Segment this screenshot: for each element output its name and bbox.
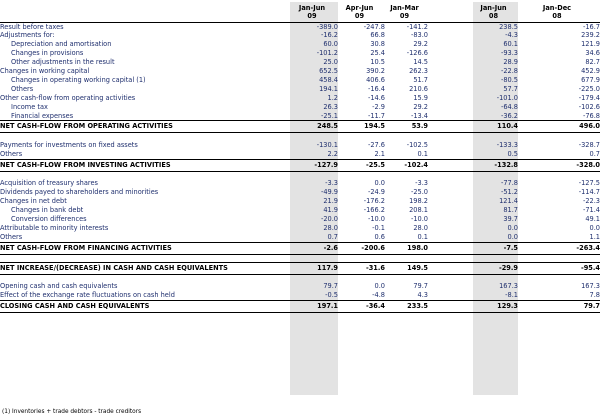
value-cell: -22.3 [582,197,600,206]
value-cell: 262.3 [409,67,428,76]
value-cell: 28.0 [323,223,338,232]
value-cell [428,49,473,58]
value-cell: 167.3 [581,282,600,291]
value-cell: -133.3 [496,140,518,149]
table-row [0,112,600,121]
value-cell [428,224,473,233]
value-cell: -2.9 [372,102,385,111]
value-cell [428,215,473,224]
value-cell: 28.0 [413,223,428,232]
value-cell [428,300,473,312]
value-cell: -25.0 [410,188,428,197]
value-cell: 79.7 [518,300,600,312]
row-label: NET CASH-FLOW FROM INVESTING ACTIVITIES [0,159,290,171]
value-cell: -25.5 [338,159,385,171]
value-cell [428,22,473,31]
value-cell: -95.4 [518,262,600,274]
row-label: CLOSING CASH AND CASH EQUIVALENTS [0,300,290,312]
header-row [0,2,600,22]
value-cell: -71.4 [582,206,600,214]
value-cell: 390.2 [366,67,385,76]
row-label: Changes in working capital [0,67,90,76]
row-label: Changes in bank debt [11,206,84,214]
spacer-row [0,274,600,282]
value-cell: -51.2 [500,188,518,197]
value-cell: 210.6 [409,84,428,93]
value-cell: -93.3 [500,49,518,58]
row-label: Changes in provisions [11,49,84,58]
value-cell: -2.6 [290,242,338,254]
value-cell: -4.3 [505,31,518,40]
value-cell: 110.4 [473,121,518,133]
table-row [0,233,600,242]
value-cell: 0.0 [507,223,518,232]
value-cell: 117.9 [290,262,338,274]
value-cell: -114.7 [578,188,600,197]
table-row [0,179,600,188]
value-cell: 198.0 [385,242,428,254]
value-cell [428,206,473,215]
footnote: (1) Inventories + trade debtors - trade creditors [2,409,142,415]
column-header-year: 09 [399,11,410,20]
column-header-period: Jan-Jun [480,3,507,12]
row-label: Financial expenses [11,111,74,120]
row-label: NET CASH-FLOW FROM FINANCING ACTIVITIES [0,242,290,254]
value-cell: -102.4 [385,159,428,171]
total-row [0,159,600,171]
value-cell: -328.7 [578,140,600,149]
row-label: Attributable to minority interests [0,223,109,232]
value-cell: 57.7 [503,84,518,93]
value-cell: 0.0 [374,282,385,291]
column-header [385,2,428,22]
value-cell: 60.1 [503,40,518,49]
value-cell: 82.7 [585,58,600,67]
value-cell: 0.5 [507,149,518,158]
spacer-row [0,254,600,262]
value-cell: -24.9 [367,188,385,197]
column-header [518,2,600,22]
value-cell: -13.4 [410,111,428,120]
value-cell: 2.2 [327,149,338,158]
value-cell: -200.6 [338,242,385,254]
value-cell: -127.5 [578,179,600,188]
value-cell: -10.0 [410,214,428,223]
value-cell [428,40,473,49]
row-label: Other adjustments in the result [11,58,115,67]
row-label: Changes in operating working capital (1) [11,75,146,84]
value-cell: -77.8 [500,179,518,188]
value-cell: -7.5 [473,242,518,254]
value-cell: 66.8 [370,31,385,40]
value-cell: -8.1 [505,291,518,300]
value-cell [428,291,473,300]
value-cell: -3.3 [415,179,428,188]
value-cell: -141.2 [406,22,428,31]
table-row [0,49,600,58]
value-cell: 79.7 [413,282,428,291]
value-cell: 208.1 [409,206,428,214]
total-row [0,242,600,254]
value-cell: 0.0 [589,223,600,232]
value-cell: -16.4 [367,84,385,93]
value-cell: 167.3 [499,282,518,291]
value-cell: 41.9 [323,206,338,214]
value-cell: 0.0 [374,179,385,188]
table-row [0,103,600,112]
value-cell: -126.6 [406,49,428,58]
value-cell: -36.2 [500,111,518,120]
value-cell: -25.1 [320,111,338,120]
row-label: Others [0,232,23,241]
value-cell: 81.7 [503,206,518,214]
column-header [473,2,518,22]
value-cell: -0.1 [372,223,385,232]
value-cell [428,67,473,76]
value-cell: 29.2 [413,102,428,111]
value-cell [428,94,473,103]
row-label: Acquisition of treasury shares [0,179,98,188]
value-cell: -176.2 [363,197,385,206]
spacer-cell [0,254,600,262]
value-cell: -101.0 [496,93,518,102]
value-cell [428,121,473,133]
value-cell: -27.6 [367,140,385,149]
table-row [0,94,600,103]
value-cell: -166.2 [363,206,385,214]
value-cell: 239.2 [581,31,600,40]
value-cell: 28.9 [503,58,518,67]
value-cell: -16.2 [320,31,338,40]
cash-flow-table [0,2,600,313]
value-cell: 4.3 [417,291,428,300]
value-cell: 39.7 [503,214,518,223]
total-row [0,121,600,133]
row-label: Others [11,84,34,93]
value-cell [428,85,473,94]
value-cell: 15.9 [413,93,428,102]
value-cell [428,179,473,188]
column-header-year: 09 [354,11,365,20]
value-cell: 51.7 [413,75,428,84]
value-cell: -0.5 [325,291,338,300]
column-header-year: 08 [552,11,562,20]
column-header-period: Apr-Jun [345,3,374,12]
value-cell: 53.9 [385,121,428,133]
value-cell: 10.5 [370,58,385,67]
value-cell: 194.1 [319,84,338,93]
table-row [0,31,600,40]
value-cell: 7.8 [589,291,600,300]
table-row [0,58,600,67]
value-cell: -20.0 [320,214,338,223]
value-cell: -22.8 [500,67,518,76]
value-cell: -10.0 [367,214,385,223]
value-cell: 248.5 [290,121,338,133]
value-cell: -76.8 [582,111,600,120]
value-cell: -16.7 [582,22,600,31]
table-row [0,40,600,49]
column-header [428,2,473,22]
value-cell [428,159,473,171]
value-cell: 60.0 [323,40,338,49]
value-cell [428,31,473,40]
value-cell: -130.1 [316,140,338,149]
table-row [0,282,600,291]
spacer-row [0,171,600,179]
table-row [0,206,600,215]
value-cell: 121.4 [499,197,518,206]
row-label: Effect of the exchange rate fluctuations on cash held [0,291,175,300]
value-cell: 21.9 [323,197,338,206]
table-row [0,141,600,150]
row-label: Opening cash and cash equivalents [0,282,118,291]
value-cell: -14.6 [367,93,385,102]
spacer-row [0,133,600,141]
value-cell: -83.0 [410,31,428,40]
row-label: NET CASH-FLOW FROM OPERATING ACTIVITIES [0,121,290,133]
row-label: Others [0,149,23,158]
table-row [0,22,600,31]
value-cell [428,242,473,254]
value-cell: -102.5 [406,140,428,149]
column-header-period: Jan-Mar [390,3,419,12]
value-cell [428,150,473,159]
value-cell: 49.1 [585,214,600,223]
table-row [0,224,600,233]
row-label: Other cash-flow from operating activities [0,93,136,102]
value-cell: 30.8 [370,40,385,49]
table-row [0,76,600,85]
value-cell: 452.9 [581,67,600,76]
row-label: Payments for investments on fixed assets [0,140,138,149]
value-cell [428,197,473,206]
row-label: Adjustments for: [0,31,55,40]
row-label: NET INCREASE/(DECREASE) IN CASH AND CASH EQUIVALENTS [0,262,290,274]
value-cell [428,103,473,112]
table-row [0,85,600,94]
total-row [0,262,600,274]
value-cell: -263.4 [518,242,600,254]
value-cell [428,58,473,67]
value-cell: -247.8 [363,22,385,31]
value-cell: -36.4 [338,300,385,312]
value-cell: -4.8 [372,291,385,300]
value-cell: -389.0 [316,22,338,31]
value-cell: -102.6 [578,102,600,111]
row-label: Depreciation and amortisation [11,40,112,49]
value-cell: -132.8 [473,159,518,171]
value-cell: 0.1 [417,149,428,158]
value-cell: 149.5 [385,262,428,274]
column-header-year: 09 [307,11,317,20]
row-label: Dividends payed to shareholders and minorities [0,188,159,197]
table-row [0,291,600,300]
value-cell [428,282,473,291]
row-label: Income tax [11,102,48,111]
value-cell: -80.5 [500,75,518,84]
value-cell: 121.9 [581,40,600,49]
value-cell: 34.6 [585,49,600,58]
value-cell: 25.4 [370,49,385,58]
column-header [290,2,338,22]
value-cell: 197.1 [290,300,338,312]
value-cell: 0.6 [374,232,385,241]
value-cell: -225.0 [578,84,600,93]
value-cell: -127.9 [290,159,338,171]
value-cell [428,112,473,121]
value-cell: -29.9 [473,262,518,274]
table-row [0,197,600,206]
value-cell: 129.3 [473,300,518,312]
value-cell: -49.9 [320,188,338,197]
column-header-year: 08 [488,11,499,20]
value-cell: -328.0 [518,159,600,171]
value-cell: 652.5 [319,67,338,76]
value-cell [428,233,473,242]
value-cell: -101.2 [316,49,338,58]
value-cell: 458.4 [319,75,338,84]
value-cell: 0.1 [417,232,428,241]
value-cell: 0.0 [507,232,518,241]
value-cell: -3.3 [325,179,338,188]
header-label-cell [0,2,290,22]
spacer-cell [0,274,600,282]
value-cell: 14.5 [413,58,428,67]
spacer-cell [0,171,600,179]
value-cell: 1.2 [327,93,338,102]
table-row [0,188,600,197]
spacer-cell [0,133,600,141]
total-row [0,300,600,312]
value-cell [428,188,473,197]
value-cell: 1.1 [589,232,600,241]
table-row [0,150,600,159]
column-header [338,2,385,22]
value-cell: 79.7 [323,282,338,291]
value-cell [428,76,473,85]
value-cell: 406.6 [366,75,385,84]
value-cell: -179.4 [578,93,600,102]
table-row [0,67,600,76]
value-cell: 0.7 [327,232,338,241]
value-cell: 496.0 [518,121,600,133]
value-cell: 198.2 [409,197,428,206]
value-cell [428,141,473,150]
value-cell: -31.6 [338,262,385,274]
value-cell: 194.5 [338,121,385,133]
row-label: Result before taxes [0,22,64,31]
value-cell: -11.7 [367,111,385,120]
row-label: Conversion differences [11,214,87,223]
value-cell: 0.7 [589,149,600,158]
value-cell: 26.3 [323,102,338,111]
value-cell: 29.2 [413,40,428,49]
column-header-period: Jan-Jun [298,3,326,12]
value-cell: 233.5 [385,300,428,312]
value-cell: 238.5 [499,22,518,31]
column-header-period: Jan-Dec [542,3,572,12]
table-row [0,215,600,224]
row-label: Changes in net debt [0,197,67,206]
value-cell: -64.8 [500,102,518,111]
value-cell: 677.9 [581,75,600,84]
value-cell [428,262,473,274]
value-cell: 2.1 [374,149,385,158]
value-cell: 25.0 [323,58,338,67]
